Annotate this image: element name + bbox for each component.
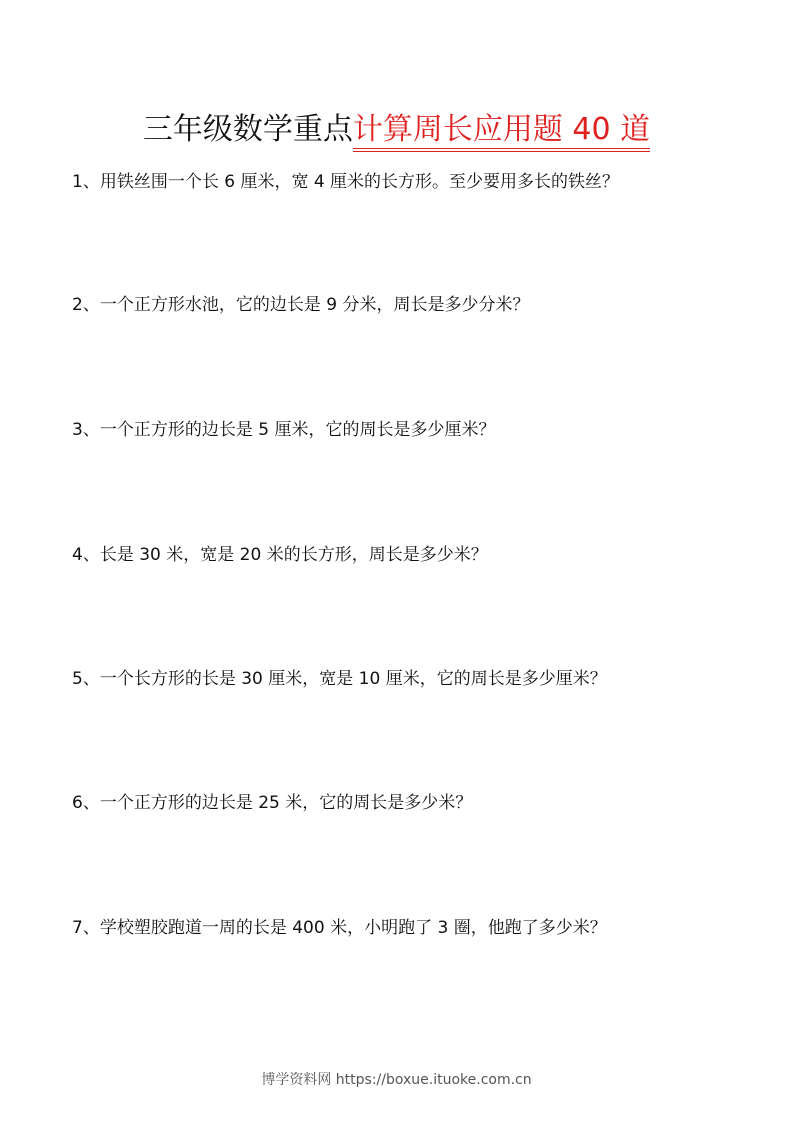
question-7: 7、学校塑胶跑道一周的长是 400 米，小明跑了 3 圈，他跑了多少米？: [72, 918, 607, 938]
title-prefix: 三年级数学重点: [142, 112, 353, 147]
question-2: 2、一个正方形水池，它的边长是 9 分米，周长是多少分米？: [72, 295, 530, 315]
question-6: 6、一个正方形的边长是 25 米，它的周长是多少米？: [72, 793, 473, 813]
question-1: 1、用铁丝围一个长 6 厘米，宽 4 厘米的长方形。至少要用多长的铁丝？: [72, 172, 620, 192]
question-5: 5、一个长方形的长是 30 厘米，宽是 10 厘米，它的周长是多少厘米？: [72, 669, 607, 689]
question-3: 3、一个正方形的边长是 5 厘米，它的周长是多少厘米？: [72, 420, 496, 440]
question-4: 4、长是 30 米，宽是 20 米的长方形，周长是多少米？: [72, 545, 488, 565]
title-highlight: 计算周长应用题 40 道: [353, 112, 650, 152]
page-title: [0, 108, 793, 152]
footer-source: 博学资料网 https://boxue.ituoke.com.cn: [261, 1072, 532, 1088]
